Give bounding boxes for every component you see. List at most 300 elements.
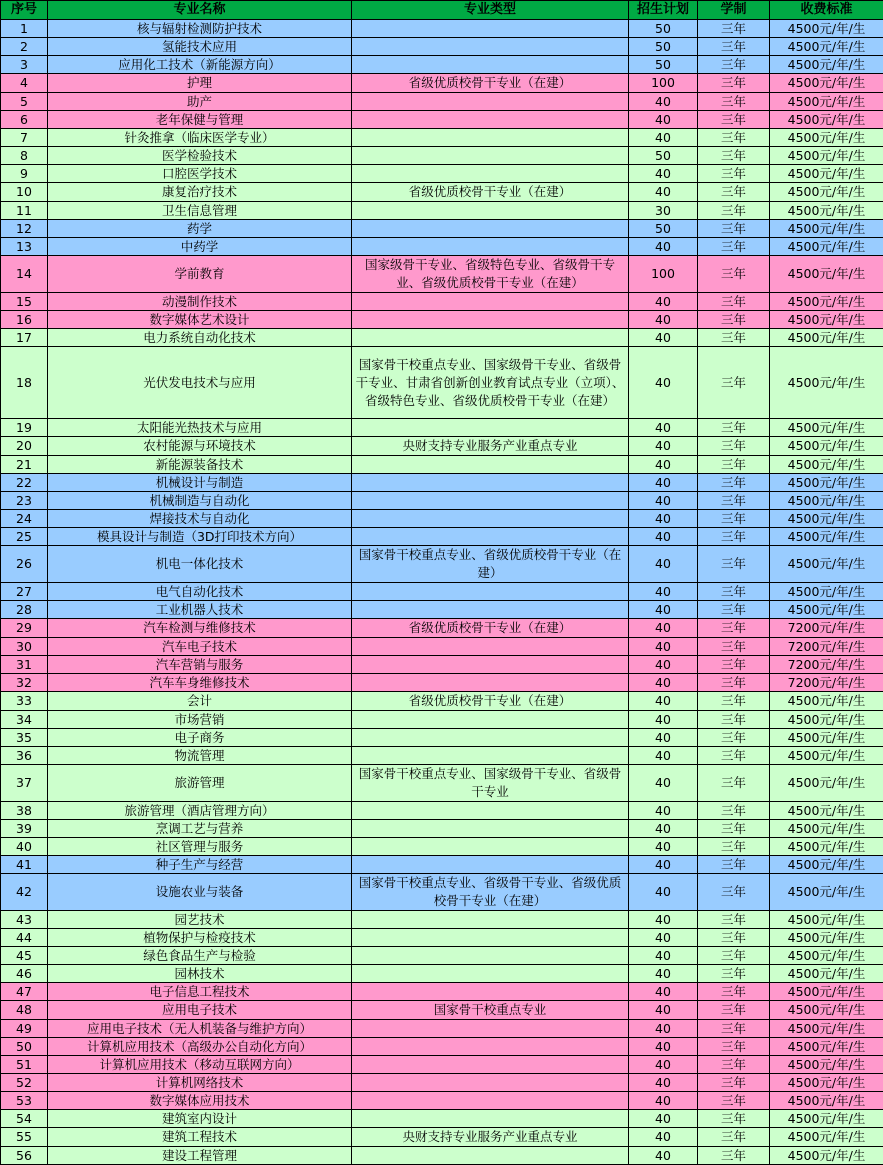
- cell-plan: 40: [629, 1147, 698, 1165]
- cell-years: 三年: [698, 802, 770, 820]
- cell-fee: 4500元/年/生: [770, 311, 883, 329]
- table-row: [1, 711, 883, 729]
- cell-plan: 40: [629, 711, 698, 729]
- cell-type: 省级优质校骨干专业（在建）: [352, 619, 629, 638]
- cell-fee: 4500元/年/生: [770, 329, 883, 347]
- cell-no: 49: [1, 1020, 48, 1038]
- cell-fee: 4500元/年/生: [770, 765, 883, 802]
- cell-years: 三年: [698, 619, 770, 638]
- cell-plan: 40: [629, 129, 698, 147]
- cell-plan: 40: [629, 874, 698, 911]
- cell-years: 三年: [698, 929, 770, 947]
- cell-no: 3: [1, 56, 48, 74]
- cell-plan: 40: [629, 93, 698, 111]
- cell-fee: 4500元/年/生: [770, 38, 883, 56]
- cell-name: 植物保护与检疫技术: [48, 929, 352, 947]
- cell-type: [352, 1020, 629, 1038]
- cell-plan: 40: [629, 765, 698, 802]
- table-row: [1, 1128, 883, 1147]
- cell-name: 应用电子技术: [48, 1001, 352, 1020]
- cell-name: 汽车营销与服务: [48, 656, 352, 674]
- cell-years: 三年: [698, 692, 770, 711]
- cell-years: 三年: [698, 147, 770, 165]
- cell-years: 三年: [698, 729, 770, 747]
- cell-years: 三年: [698, 1020, 770, 1038]
- cell-years: 三年: [698, 129, 770, 147]
- table-row: [1, 528, 883, 546]
- table-row: [1, 93, 883, 111]
- table-row: [1, 474, 883, 492]
- cell-years: 三年: [698, 1038, 770, 1056]
- cell-name: 应用化工技术（新能源方向）: [48, 56, 352, 74]
- cell-type: [352, 202, 629, 220]
- cell-name: 汽车检测与维修技术: [48, 619, 352, 638]
- table-row: [1, 202, 883, 220]
- cell-plan: 40: [629, 911, 698, 929]
- cell-years: 三年: [698, 546, 770, 583]
- cell-type: [352, 38, 629, 56]
- cell-years: 三年: [698, 947, 770, 965]
- cell-plan: 40: [629, 510, 698, 528]
- cell-fee: 4500元/年/生: [770, 856, 883, 874]
- cell-name: 中药学: [48, 238, 352, 256]
- cell-years: 三年: [698, 474, 770, 492]
- table-row: [1, 111, 883, 129]
- cell-type: [352, 711, 629, 729]
- cell-type: [352, 1092, 629, 1110]
- cell-plan: 40: [629, 838, 698, 856]
- cell-type: [352, 165, 629, 183]
- cell-fee: 4500元/年/生: [770, 729, 883, 747]
- cell-type: 国家骨干校重点专业、省级骨干专业、省级优质校骨干专业（在建）: [352, 874, 629, 911]
- cell-type: [352, 656, 629, 674]
- cell-fee: 7200元/年/生: [770, 656, 883, 674]
- cell-type: [352, 1056, 629, 1074]
- cell-fee: 4500元/年/生: [770, 56, 883, 74]
- cell-plan: 40: [629, 983, 698, 1001]
- cell-type: 省级优质校骨干专业（在建）: [352, 183, 629, 202]
- table-row: [1, 983, 883, 1001]
- cell-plan: 40: [629, 638, 698, 656]
- cell-plan: 40: [629, 802, 698, 820]
- cell-fee: 4500元/年/生: [770, 256, 883, 293]
- table-row: [1, 74, 883, 93]
- cell-name: 电力系统自动化技术: [48, 329, 352, 347]
- cell-fee: 4500元/年/生: [770, 111, 883, 129]
- cell-years: 三年: [698, 111, 770, 129]
- cell-no: 39: [1, 820, 48, 838]
- table-row: [1, 1110, 883, 1128]
- cell-plan: 40: [629, 528, 698, 546]
- table-row: [1, 965, 883, 983]
- cell-type: [352, 820, 629, 838]
- cell-name: 应用电子技术（无人机装备与维护方向）: [48, 1020, 352, 1038]
- table-row: [1, 911, 883, 929]
- cell-type: [352, 929, 629, 947]
- cell-no: 25: [1, 528, 48, 546]
- table-row: [1, 183, 883, 202]
- cell-name: 焊接技术与自动化: [48, 510, 352, 528]
- cell-years: 三年: [698, 820, 770, 838]
- cell-years: 三年: [698, 1092, 770, 1110]
- cell-fee: 4500元/年/生: [770, 474, 883, 492]
- cell-no: 1: [1, 20, 48, 38]
- cell-name: 社区管理与服务: [48, 838, 352, 856]
- cell-type: [352, 729, 629, 747]
- cell-fee: 4500元/年/生: [770, 947, 883, 965]
- cell-name: 口腔医学技术: [48, 165, 352, 183]
- cell-plan: 40: [629, 1001, 698, 1020]
- cell-type: [352, 492, 629, 510]
- cell-plan: 40: [629, 747, 698, 765]
- cell-name: 老年保健与管理: [48, 111, 352, 129]
- table-row: [1, 674, 883, 692]
- header-name: 专业名称: [48, 1, 352, 20]
- header-type: 专业类型: [352, 1, 629, 20]
- table-row: [1, 220, 883, 238]
- cell-years: 三年: [698, 983, 770, 1001]
- cell-plan: 40: [629, 437, 698, 456]
- table-row: [1, 129, 883, 147]
- cell-fee: 4500元/年/生: [770, 528, 883, 546]
- cell-plan: 40: [629, 1038, 698, 1056]
- cell-plan: 40: [629, 1020, 698, 1038]
- cell-years: 三年: [698, 238, 770, 256]
- table-row: [1, 419, 883, 437]
- cell-name: 新能源装备技术: [48, 456, 352, 474]
- table-row: [1, 38, 883, 56]
- cell-plan: 50: [629, 56, 698, 74]
- cell-years: 三年: [698, 1147, 770, 1165]
- cell-fee: 4500元/年/生: [770, 711, 883, 729]
- table-row: [1, 619, 883, 638]
- cell-type: [352, 129, 629, 147]
- cell-years: 三年: [698, 311, 770, 329]
- cell-plan: 40: [629, 238, 698, 256]
- table-row: [1, 692, 883, 711]
- cell-plan: 40: [629, 1092, 698, 1110]
- cell-name: 医学检验技术: [48, 147, 352, 165]
- cell-no: 17: [1, 329, 48, 347]
- cell-fee: 4500元/年/生: [770, 510, 883, 528]
- cell-fee: 4500元/年/生: [770, 1128, 883, 1147]
- cell-name: 电气自动化技术: [48, 583, 352, 601]
- table-body: [1, 20, 883, 1165]
- cell-fee: 4500元/年/生: [770, 546, 883, 583]
- cell-plan: 40: [629, 583, 698, 601]
- cell-no: 14: [1, 256, 48, 293]
- cell-years: 三年: [698, 1001, 770, 1020]
- cell-years: 三年: [698, 293, 770, 311]
- cell-fee: 4500元/年/生: [770, 838, 883, 856]
- cell-no: 54: [1, 1110, 48, 1128]
- cell-years: 三年: [698, 1056, 770, 1074]
- cell-name: 卫生信息管理: [48, 202, 352, 220]
- cell-name: 设施农业与装备: [48, 874, 352, 911]
- cell-fee: 4500元/年/生: [770, 583, 883, 601]
- cell-no: 22: [1, 474, 48, 492]
- cell-name: 氢能技术应用: [48, 38, 352, 56]
- cell-name: 核与辐射检测防护技术: [48, 20, 352, 38]
- cell-years: 三年: [698, 874, 770, 911]
- cell-fee: 7200元/年/生: [770, 619, 883, 638]
- table-row: [1, 546, 883, 583]
- table-row: [1, 293, 883, 311]
- cell-type: 国家骨干校重点专业、国家级骨干专业、省级骨干专业: [352, 765, 629, 802]
- cell-years: 三年: [698, 329, 770, 347]
- cell-fee: 4500元/年/生: [770, 20, 883, 38]
- cell-name: 机电一体化技术: [48, 546, 352, 583]
- cell-no: 9: [1, 165, 48, 183]
- cell-type: [352, 638, 629, 656]
- cell-years: 三年: [698, 838, 770, 856]
- cell-no: 50: [1, 1038, 48, 1056]
- cell-plan: 40: [629, 492, 698, 510]
- cell-type: [352, 674, 629, 692]
- cell-type: 国家骨干校重点专业: [352, 1001, 629, 1020]
- table-row: [1, 1020, 883, 1038]
- table-row: [1, 856, 883, 874]
- cell-no: 52: [1, 1074, 48, 1092]
- cell-plan: 40: [629, 546, 698, 583]
- table-row: [1, 656, 883, 674]
- cell-name: 护理: [48, 74, 352, 93]
- cell-no: 20: [1, 437, 48, 456]
- cell-fee: 4500元/年/生: [770, 1092, 883, 1110]
- cell-plan: 40: [629, 293, 698, 311]
- cell-name: 种子生产与经营: [48, 856, 352, 874]
- table-row: [1, 765, 883, 802]
- cell-type: 央财支持专业服务产业重点专业: [352, 437, 629, 456]
- cell-type: [352, 583, 629, 601]
- table-row: [1, 1074, 883, 1092]
- cell-name: 太阳能光热技术与应用: [48, 419, 352, 437]
- cell-no: 43: [1, 911, 48, 929]
- cell-no: 48: [1, 1001, 48, 1020]
- cell-type: [352, 911, 629, 929]
- cell-fee: 4500元/年/生: [770, 1074, 883, 1092]
- cell-years: 三年: [698, 747, 770, 765]
- cell-years: 三年: [698, 165, 770, 183]
- cell-fee: 4500元/年/生: [770, 147, 883, 165]
- cell-type: [352, 238, 629, 256]
- cell-no: 47: [1, 983, 48, 1001]
- table-row: [1, 820, 883, 838]
- cell-no: 15: [1, 293, 48, 311]
- table-row: [1, 583, 883, 601]
- table-row: [1, 638, 883, 656]
- cell-years: 三年: [698, 38, 770, 56]
- cell-no: 34: [1, 711, 48, 729]
- cell-type: [352, 311, 629, 329]
- cell-type: 省级优质校骨干专业（在建）: [352, 74, 629, 93]
- cell-name: 数字媒体应用技术: [48, 1092, 352, 1110]
- cell-fee: 4500元/年/生: [770, 911, 883, 929]
- cell-no: 53: [1, 1092, 48, 1110]
- header-plan: 招生计划: [629, 1, 698, 20]
- cell-years: 三年: [698, 492, 770, 510]
- cell-plan: 40: [629, 329, 698, 347]
- cell-name: 建筑工程技术: [48, 1128, 352, 1147]
- cell-name: 汽车车身维修技术: [48, 674, 352, 692]
- cell-years: 三年: [698, 911, 770, 929]
- cell-fee: 4500元/年/生: [770, 1038, 883, 1056]
- cell-plan: 40: [629, 474, 698, 492]
- cell-name: 计算机应用技术（移动互联网方向）: [48, 1056, 352, 1074]
- cell-fee: 4500元/年/生: [770, 601, 883, 619]
- cell-plan: 30: [629, 202, 698, 220]
- table-row: [1, 601, 883, 619]
- cell-no: 13: [1, 238, 48, 256]
- cell-plan: 50: [629, 20, 698, 38]
- cell-type: [352, 510, 629, 528]
- cell-years: 三年: [698, 601, 770, 619]
- cell-no: 29: [1, 619, 48, 638]
- cell-plan: 40: [629, 347, 698, 419]
- cell-no: 42: [1, 874, 48, 911]
- cell-no: 8: [1, 147, 48, 165]
- cell-type: [352, 1038, 629, 1056]
- cell-name: 电子商务: [48, 729, 352, 747]
- cell-years: 三年: [698, 20, 770, 38]
- table-row: [1, 256, 883, 293]
- cell-name: 工业机器人技术: [48, 601, 352, 619]
- cell-years: 三年: [698, 419, 770, 437]
- cell-fee: 4500元/年/生: [770, 165, 883, 183]
- table-row: [1, 1092, 883, 1110]
- cell-plan: 40: [629, 419, 698, 437]
- cell-name: 建筑室内设计: [48, 1110, 352, 1128]
- cell-plan: 40: [629, 674, 698, 692]
- cell-type: [352, 56, 629, 74]
- cell-no: 40: [1, 838, 48, 856]
- cell-years: 三年: [698, 711, 770, 729]
- cell-fee: 4500元/年/生: [770, 202, 883, 220]
- cell-type: [352, 1074, 629, 1092]
- cell-type: [352, 802, 629, 820]
- cell-plan: 40: [629, 1110, 698, 1128]
- cell-years: 三年: [698, 347, 770, 419]
- cell-no: 4: [1, 74, 48, 93]
- table-row: [1, 329, 883, 347]
- cell-plan: 40: [629, 619, 698, 638]
- table-row: [1, 929, 883, 947]
- cell-fee: 4500元/年/生: [770, 183, 883, 202]
- cell-years: 三年: [698, 583, 770, 601]
- table-row: [1, 437, 883, 456]
- cell-no: 28: [1, 601, 48, 619]
- cell-no: 37: [1, 765, 48, 802]
- cell-no: 36: [1, 747, 48, 765]
- cell-name: 药学: [48, 220, 352, 238]
- cell-type: 国家骨干校重点专业、国家级骨干专业、省级骨干专业、甘肃省创新创业教育试点专业（立项）、省级特色专业、省级优质校骨干专业（在建）: [352, 347, 629, 419]
- table-row: [1, 347, 883, 419]
- cell-plan: 40: [629, 656, 698, 674]
- header-years: 学制: [698, 1, 770, 20]
- cell-name: 农村能源与环境技术: [48, 437, 352, 456]
- cell-no: 41: [1, 856, 48, 874]
- header-fee: 收费标准: [770, 1, 883, 20]
- table-row: [1, 1001, 883, 1020]
- cell-fee: 4500元/年/生: [770, 492, 883, 510]
- cell-no: 46: [1, 965, 48, 983]
- cell-no: 6: [1, 111, 48, 129]
- cell-type: [352, 838, 629, 856]
- cell-years: 三年: [698, 638, 770, 656]
- cell-name: 计算机应用技术（高级办公自动化方向）: [48, 1038, 352, 1056]
- cell-years: 三年: [698, 528, 770, 546]
- cell-type: [352, 983, 629, 1001]
- cell-years: 三年: [698, 56, 770, 74]
- cell-type: [352, 965, 629, 983]
- cell-type: [352, 93, 629, 111]
- table-row: [1, 20, 883, 38]
- cell-no: 23: [1, 492, 48, 510]
- table-row: [1, 802, 883, 820]
- cell-fee: 4500元/年/生: [770, 437, 883, 456]
- cell-type: 国家骨干校重点专业、省级优质校骨干专业（在建）: [352, 546, 629, 583]
- cell-fee: 4500元/年/生: [770, 692, 883, 711]
- cell-name: 烹调工艺与营养: [48, 820, 352, 838]
- cell-name: 汽车电子技术: [48, 638, 352, 656]
- cell-type: [352, 747, 629, 765]
- cell-fee: 4500元/年/生: [770, 983, 883, 1001]
- table-row: [1, 874, 883, 911]
- cell-fee: 4500元/年/生: [770, 929, 883, 947]
- cell-plan: 100: [629, 256, 698, 293]
- cell-no: 18: [1, 347, 48, 419]
- cell-fee: 4500元/年/生: [770, 1147, 883, 1165]
- cell-name: 物流管理: [48, 747, 352, 765]
- cell-no: 33: [1, 692, 48, 711]
- cell-years: 三年: [698, 1110, 770, 1128]
- cell-no: 44: [1, 929, 48, 947]
- cell-no: 10: [1, 183, 48, 202]
- cell-years: 三年: [698, 1074, 770, 1092]
- table-row: [1, 165, 883, 183]
- cell-type: [352, 947, 629, 965]
- cell-type: [352, 601, 629, 619]
- cell-name: 园林技术: [48, 965, 352, 983]
- cell-fee: 4500元/年/生: [770, 238, 883, 256]
- cell-type: 央财支持专业服务产业重点专业: [352, 1128, 629, 1147]
- cell-fee: 7200元/年/生: [770, 674, 883, 692]
- cell-years: 三年: [698, 220, 770, 238]
- cell-no: 7: [1, 129, 48, 147]
- cell-plan: 40: [629, 947, 698, 965]
- cell-name: 康复治疗技术: [48, 183, 352, 202]
- cell-type: [352, 329, 629, 347]
- cell-name: 市场营销: [48, 711, 352, 729]
- cell-fee: 4500元/年/生: [770, 93, 883, 111]
- table-row: [1, 510, 883, 528]
- cell-no: 27: [1, 583, 48, 601]
- cell-no: 12: [1, 220, 48, 238]
- cell-years: 三年: [698, 456, 770, 474]
- cell-no: 35: [1, 729, 48, 747]
- cell-no: 51: [1, 1056, 48, 1074]
- cell-type: [352, 20, 629, 38]
- cell-plan: 50: [629, 38, 698, 56]
- cell-no: 31: [1, 656, 48, 674]
- cell-name: 针灸推拿（临床医学专业）: [48, 129, 352, 147]
- table-row: [1, 56, 883, 74]
- cell-plan: 40: [629, 729, 698, 747]
- cell-plan: 40: [629, 456, 698, 474]
- cell-plan: 40: [629, 1056, 698, 1074]
- table-row: [1, 1056, 883, 1074]
- cell-fee: 4500元/年/生: [770, 820, 883, 838]
